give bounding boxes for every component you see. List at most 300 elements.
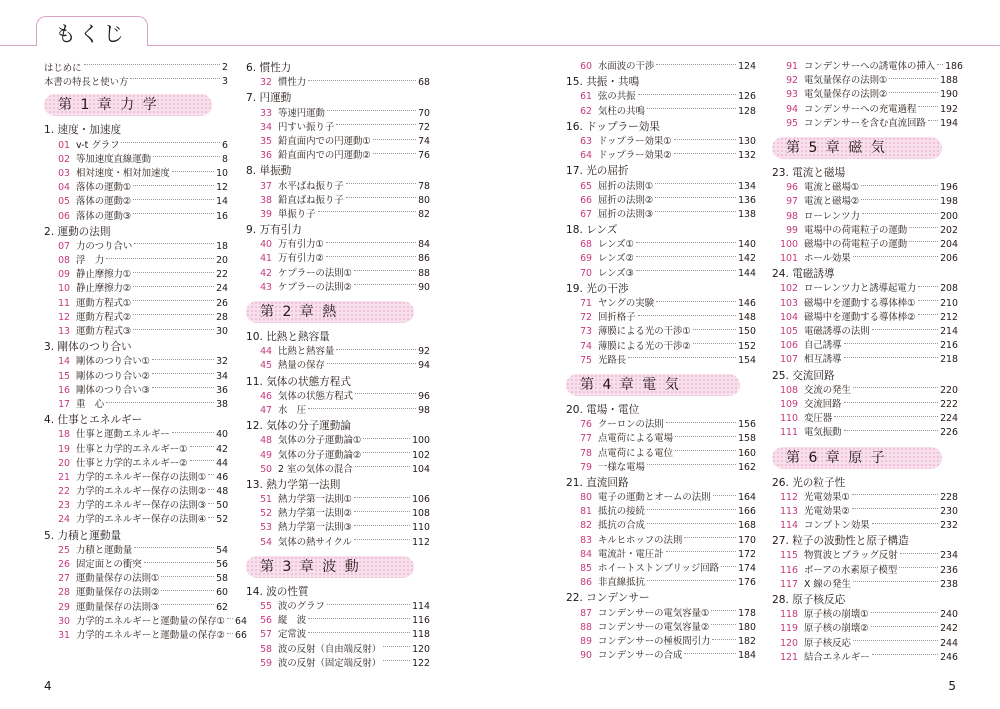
toc-entry[interactable]	[246, 180, 430, 194]
toc-entry[interactable]	[772, 622, 958, 636]
toc-entry[interactable]	[772, 339, 958, 353]
entry-page: 244	[940, 637, 958, 649]
entry-number: 05	[58, 196, 70, 208]
entry-page: 212	[940, 311, 958, 323]
leader-dots	[373, 139, 416, 140]
entry-title: 気体の分子運動論①	[278, 435, 362, 447]
leader-dots	[133, 314, 214, 315]
entry-title: 運動量保存の法則①	[76, 573, 160, 585]
entry-title: コンデンサーを含む直流回路	[804, 117, 926, 129]
entry-number: 117	[780, 578, 798, 590]
toc-entry[interactable]	[772, 325, 958, 339]
entry-title: 鉛直面内での円運動②	[278, 150, 371, 162]
entry-page: 160	[738, 447, 756, 459]
leader-dots	[721, 566, 736, 567]
toc-entry[interactable]	[566, 635, 756, 649]
entry-number: 18	[58, 429, 70, 441]
toc-entry[interactable]	[44, 615, 247, 629]
toc-entry[interactable]	[246, 359, 430, 373]
section-heading: 28. 原子核反応	[772, 594, 846, 606]
entry-title: 自己誘導	[804, 340, 842, 352]
entry-page: 60	[216, 587, 228, 599]
toc-entry[interactable]	[246, 208, 430, 222]
entry-title: 万有引力②	[278, 253, 324, 265]
toc-entry[interactable]	[772, 578, 958, 592]
toc-entry[interactable]	[566, 354, 756, 368]
toc-entry[interactable]	[44, 153, 228, 167]
toc-entry[interactable]	[566, 208, 756, 222]
leader-dots	[134, 547, 214, 548]
entry-number: 99	[786, 224, 798, 236]
entry-number: 11	[58, 297, 70, 309]
toc-entry[interactable]	[44, 398, 228, 412]
entry-title: 波の反射（固定端反射）	[278, 657, 382, 669]
entry-number: 66	[580, 194, 592, 206]
toc-entry[interactable]	[772, 384, 958, 398]
toc-entry[interactable]	[566, 576, 756, 590]
toc-entry[interactable]	[44, 558, 228, 572]
leader-dots	[711, 610, 736, 611]
leader-dots	[133, 286, 214, 287]
section-heading: 24. 電磁誘導	[772, 268, 835, 281]
toc-entry[interactable]	[772, 426, 958, 440]
section-heading: 26. 光の粒子性	[772, 476, 846, 489]
toc-entry[interactable]	[772, 181, 958, 195]
toc-entry[interactable]	[772, 491, 958, 505]
toc-entry[interactable]	[566, 135, 756, 149]
toc-entry[interactable]	[44, 544, 228, 558]
leader-dots	[133, 213, 214, 214]
section-heading: 4. 仕事とエネルギー	[44, 414, 143, 427]
entry-title: 力学的エネルギーと運動量の保存②	[76, 629, 226, 641]
toc-entry[interactable]	[772, 282, 958, 296]
toc-entry[interactable]	[246, 404, 430, 418]
toc-entry[interactable]	[44, 384, 228, 398]
entry-page: 136	[738, 194, 756, 206]
entry-title: 光路長	[598, 354, 627, 366]
toc-entry[interactable]	[44, 370, 228, 384]
toc-entry[interactable]	[772, 398, 958, 412]
entry-number: 47	[260, 404, 272, 416]
entry-number: 29	[58, 601, 70, 613]
toc-entry[interactable]	[44, 443, 228, 457]
toc-entry[interactable]	[566, 90, 756, 104]
leader-dots	[373, 153, 416, 154]
entry-page: 12	[216, 182, 228, 194]
entry-title: 気柱の共鳴	[598, 105, 645, 117]
entry-title: コンデンサーの合成	[598, 650, 683, 662]
toc-entry[interactable]	[246, 434, 430, 448]
toc-entry[interactable]	[772, 549, 958, 563]
toc-entry[interactable]	[772, 353, 958, 367]
toc-entry[interactable]	[44, 499, 228, 513]
entry-number: 105	[780, 326, 798, 337]
entry-number: 39	[260, 208, 272, 220]
toc-entry[interactable]	[566, 149, 756, 163]
toc-entry[interactable]	[772, 651, 958, 665]
leader-dots	[918, 300, 939, 301]
entry-page: 68	[418, 77, 430, 89]
entry-page: 70	[418, 107, 430, 119]
entry-page: 44	[216, 457, 228, 469]
leader-dots	[153, 156, 220, 157]
entry-page: 234	[940, 550, 958, 562]
toc-entry[interactable]	[566, 325, 756, 339]
toc-entry[interactable]	[566, 297, 756, 311]
entry-title: ドップラー効果①	[598, 135, 672, 147]
toc-entry[interactable]	[44, 210, 228, 224]
leader-dots	[355, 466, 411, 467]
toc-entry[interactable]	[246, 149, 430, 163]
leader-dots	[106, 258, 214, 259]
leader-dots	[655, 211, 736, 212]
leader-dots	[326, 256, 416, 257]
toc-entry[interactable]	[772, 311, 958, 325]
toc-entry[interactable]	[44, 601, 228, 615]
section-heading: 10. 比熱と熱容量	[246, 331, 330, 343]
toc-entry[interactable]	[772, 210, 958, 224]
leader-dots	[134, 243, 214, 244]
entry-page: 116	[412, 615, 430, 627]
entry-number: 30	[58, 615, 70, 627]
leader-dots	[655, 197, 736, 198]
toc-entry[interactable]	[44, 428, 228, 442]
leader-dots	[844, 430, 939, 431]
entry-title: コンデンサーの電気容量①	[598, 607, 710, 619]
toc-entry[interactable]	[246, 267, 430, 281]
entry-number: 121	[780, 651, 798, 663]
toc-entry[interactable]	[44, 311, 228, 325]
entry-title: ヤングの実験	[598, 298, 654, 309]
entry-number: 111	[780, 427, 798, 439]
toc-entry[interactable]	[246, 345, 430, 359]
toc-entry[interactable]	[44, 240, 228, 254]
entry-title: 運動量保存の法則③	[76, 601, 160, 613]
entry-page: 18	[216, 240, 228, 252]
leader-dots	[308, 632, 410, 633]
section-heading: 13. 熱力学第一法則	[246, 478, 341, 491]
entry-page: 52	[216, 514, 229, 526]
title-rule	[0, 45, 1000, 46]
entry-page: 132	[738, 150, 756, 162]
entry-title: 2 室の気体の混合	[278, 463, 353, 475]
toc-entry[interactable]	[772, 505, 958, 519]
leader-dots	[121, 142, 220, 143]
entry-page: 120	[412, 643, 430, 655]
toc-entry[interactable]	[772, 103, 958, 117]
entry-number: 78	[580, 447, 592, 459]
leader-dots	[647, 523, 736, 524]
toc-entry[interactable]	[246, 507, 430, 521]
leader-dots	[208, 517, 214, 518]
entry-page: 26	[216, 297, 228, 309]
entry-number: 109	[780, 398, 798, 410]
leader-dots	[871, 626, 938, 627]
entry-page: 3	[222, 75, 228, 87]
entry-title: 剛体のつり合い①	[76, 356, 151, 368]
toc-entry[interactable]	[566, 432, 756, 446]
toc-entry[interactable]	[772, 195, 958, 209]
toc-entry[interactable]	[246, 521, 430, 535]
entry-title: 慣性力	[278, 77, 307, 89]
toc-entry[interactable]	[772, 74, 958, 88]
leader-dots	[327, 110, 416, 111]
entry-page: 104	[412, 463, 430, 475]
toc-entry[interactable]	[246, 252, 430, 266]
section-heading: 9. 万有引力	[246, 224, 302, 237]
entry-page: 144	[738, 267, 756, 279]
entry-title: レンズ①	[598, 239, 635, 251]
entry-number: 87	[580, 607, 592, 619]
leader-dots	[666, 551, 736, 552]
toc-entry[interactable]	[44, 485, 228, 499]
toc-entry[interactable]	[246, 121, 430, 135]
entry-title: 定常波	[278, 629, 307, 641]
entry-page: 40	[216, 429, 228, 441]
toc-entry[interactable]	[566, 194, 756, 208]
entry-page: 72	[418, 121, 430, 133]
toc-entry[interactable]	[772, 117, 958, 131]
entry-title: 円すい振り子	[278, 121, 335, 133]
entry-page: 172	[738, 548, 756, 560]
toc-entry[interactable]	[44, 181, 228, 195]
leader-dots	[106, 402, 214, 403]
toc-entry[interactable]	[246, 107, 430, 121]
leader-dots	[852, 508, 938, 509]
leader-dots	[928, 120, 938, 121]
entry-page: 164	[738, 492, 756, 504]
leader-dots	[636, 256, 736, 257]
entry-page: 48	[216, 486, 229, 498]
entry-title: 浮 力	[76, 255, 105, 267]
toc-entry[interactable]	[44, 629, 247, 643]
toc-entry[interactable]	[246, 657, 430, 671]
leader-dots	[354, 284, 416, 285]
toc-entry[interactable]	[246, 194, 430, 208]
entry-page: 2	[222, 61, 228, 73]
entry-title: 仕事と力学的エネルギー②	[76, 457, 188, 469]
toc-entry[interactable]	[44, 195, 228, 209]
entry-number: 82	[580, 520, 592, 532]
toc-entry[interactable]	[246, 238, 430, 252]
entry-title: 縦 波	[278, 615, 307, 627]
chapter-title: 第 1 章 力 学	[58, 97, 159, 114]
entry-title: はじめに	[44, 63, 82, 75]
entry-page: 184	[738, 650, 756, 662]
leader-dots	[152, 387, 214, 388]
entry-number: 44	[260, 346, 272, 358]
toc-entry[interactable]	[772, 297, 958, 311]
toc-entry[interactable]	[566, 267, 756, 281]
toc-entry[interactable]	[44, 325, 228, 339]
leader-dots	[346, 183, 416, 184]
toc-entry[interactable]	[44, 457, 228, 471]
entry-page: 80	[418, 194, 430, 206]
entry-title: 落体の運動①	[76, 182, 132, 194]
toc-entry[interactable]	[566, 461, 756, 475]
leader-dots	[889, 78, 938, 79]
toc-entry[interactable]	[566, 447, 756, 461]
leader-dots	[675, 436, 736, 437]
leader-dots	[152, 359, 214, 360]
entry-number: 25	[58, 544, 70, 556]
entry-title: 交流の発生	[804, 384, 851, 396]
entry-number: 71	[580, 298, 592, 309]
toc-entry[interactable]	[772, 252, 958, 266]
entry-number: 51	[260, 494, 272, 506]
section-heading: 16. ドップラー効果	[566, 120, 660, 133]
entry-title: 屈折の法則②	[598, 194, 654, 206]
entry-title: 鉛直面内での円運動①	[278, 135, 371, 147]
leader-dots	[638, 315, 737, 316]
toc-entry[interactable]	[246, 628, 430, 642]
entry-number: 53	[260, 522, 272, 534]
entry-page: 102	[412, 449, 430, 461]
toc-entry[interactable]	[772, 88, 958, 102]
toc-column-1	[44, 60, 247, 643]
entry-number: 19	[58, 443, 70, 455]
entry-title: 熱力学第一法則②	[278, 508, 353, 520]
toc-entry[interactable]	[772, 519, 958, 533]
toc-entry[interactable]	[772, 60, 963, 74]
entry-title: 熱量の保存	[278, 360, 325, 372]
leader-dots	[666, 422, 736, 423]
toc-entry[interactable]	[772, 412, 958, 426]
entry-page: 112	[412, 536, 430, 548]
toc-entry[interactable]	[44, 355, 228, 369]
toc-entry[interactable]	[44, 513, 228, 527]
toc-entry[interactable]	[772, 608, 958, 622]
toc-entry[interactable]	[44, 139, 228, 153]
toc-entry[interactable]	[566, 105, 756, 119]
entry-number: 64	[580, 150, 592, 162]
chapter-heading	[246, 301, 430, 323]
entry-title: 光電効果②	[804, 505, 850, 517]
entry-title: 磁場中を運動する導体棒①	[804, 297, 916, 309]
entry-page: 24	[216, 283, 228, 295]
toc-entry[interactable]	[246, 614, 430, 628]
leader-dots	[853, 581, 938, 582]
toc-entry[interactable]	[246, 643, 430, 657]
entry-number: 24	[58, 514, 70, 526]
toc-entry[interactable]	[246, 135, 430, 149]
entry-title: ドップラー効果②	[598, 150, 672, 162]
toc-entry[interactable]	[44, 471, 228, 485]
entry-page: 36	[216, 384, 228, 396]
toc-entry[interactable]	[566, 238, 756, 252]
section-heading: 7. 円運動	[246, 92, 292, 105]
entry-title: 固定面との衝突	[76, 559, 142, 570]
leader-dots	[684, 537, 736, 538]
leader-dots	[712, 639, 736, 640]
toc-entry[interactable]	[246, 600, 430, 614]
page-title: もくじ	[55, 22, 127, 46]
toc-entry[interactable]	[566, 562, 756, 576]
entry-page: 110	[412, 522, 430, 534]
entry-number: 22	[58, 486, 70, 498]
toc-entry[interactable]	[566, 548, 756, 562]
entry-number: 88	[580, 621, 592, 633]
toc-entry[interactable]	[44, 268, 228, 282]
toc-entry[interactable]	[44, 74, 228, 88]
toc-entry[interactable]	[44, 254, 228, 268]
toc-entry[interactable]	[566, 607, 756, 621]
toc-entry[interactable]	[566, 621, 756, 635]
leader-dots	[844, 402, 939, 403]
toc-entry[interactable]	[246, 390, 430, 404]
leader-dots	[852, 494, 938, 495]
entry-title: 電子の運動とオームの法則	[598, 492, 711, 504]
chapter-heading	[772, 137, 958, 159]
toc-entry[interactable]	[246, 281, 430, 295]
leader-dots	[144, 562, 214, 563]
toc-entry[interactable]	[566, 418, 756, 432]
entry-number: 49	[260, 449, 272, 461]
toc-entry[interactable]	[566, 60, 756, 74]
entry-number: 08	[58, 255, 70, 267]
toc-entry[interactable]	[772, 637, 958, 651]
toc-entry[interactable]	[566, 534, 756, 548]
toc-entry[interactable]	[44, 297, 228, 311]
entry-page: 240	[940, 609, 958, 621]
entry-title: 抵抗の接続	[598, 506, 645, 518]
toc-entry[interactable]	[772, 224, 958, 238]
entry-page: 220	[940, 384, 958, 396]
entry-title: 万有引力①	[278, 239, 324, 251]
entry-title: 電流と磁場②	[804, 196, 860, 208]
toc-entry[interactable]	[566, 649, 756, 663]
toc-entry[interactable]	[246, 536, 430, 550]
toc-entry[interactable]	[566, 519, 756, 533]
toc-entry[interactable]	[44, 60, 228, 74]
toc-entry[interactable]	[566, 505, 756, 519]
section-heading: 12. 気体の分子運動論	[246, 420, 351, 433]
toc-entry[interactable]	[246, 449, 430, 463]
toc-entry[interactable]	[246, 493, 430, 507]
toc-entry[interactable]	[566, 340, 756, 354]
leader-dots	[872, 523, 938, 524]
entry-number: 40	[260, 239, 272, 251]
toc-entry[interactable]	[44, 167, 228, 181]
leader-dots	[354, 539, 410, 540]
entry-page: 226	[940, 427, 958, 439]
toc-entry[interactable]	[44, 586, 228, 600]
entry-title: 落体の運動③	[76, 210, 132, 222]
entry-page: 122	[412, 657, 430, 669]
toc-entry[interactable]	[566, 180, 756, 194]
toc-entry[interactable]	[44, 282, 228, 296]
toc-entry[interactable]	[772, 564, 958, 578]
entry-title: 磁場中の荷電粒子の運動	[804, 238, 908, 250]
entry-number: 95	[786, 117, 798, 129]
leader-dots	[208, 503, 214, 504]
leader-dots	[647, 509, 736, 510]
toc-entry[interactable]	[566, 311, 756, 325]
entry-number: 13	[58, 326, 70, 337]
toc-entry[interactable]	[566, 252, 756, 266]
toc-entry[interactable]	[772, 238, 958, 252]
entry-page: 228	[940, 491, 958, 503]
entry-page: 6	[222, 139, 228, 151]
entry-title: 一様な電場	[598, 461, 645, 473]
entry-page: 88	[418, 267, 430, 279]
toc-entry[interactable]	[246, 463, 430, 477]
toc-entry[interactable]	[246, 76, 430, 90]
entry-title: レンズ③	[598, 267, 635, 279]
entry-number: 73	[580, 326, 592, 338]
toc-entry[interactable]	[566, 491, 756, 505]
toc-entry[interactable]	[44, 572, 228, 586]
